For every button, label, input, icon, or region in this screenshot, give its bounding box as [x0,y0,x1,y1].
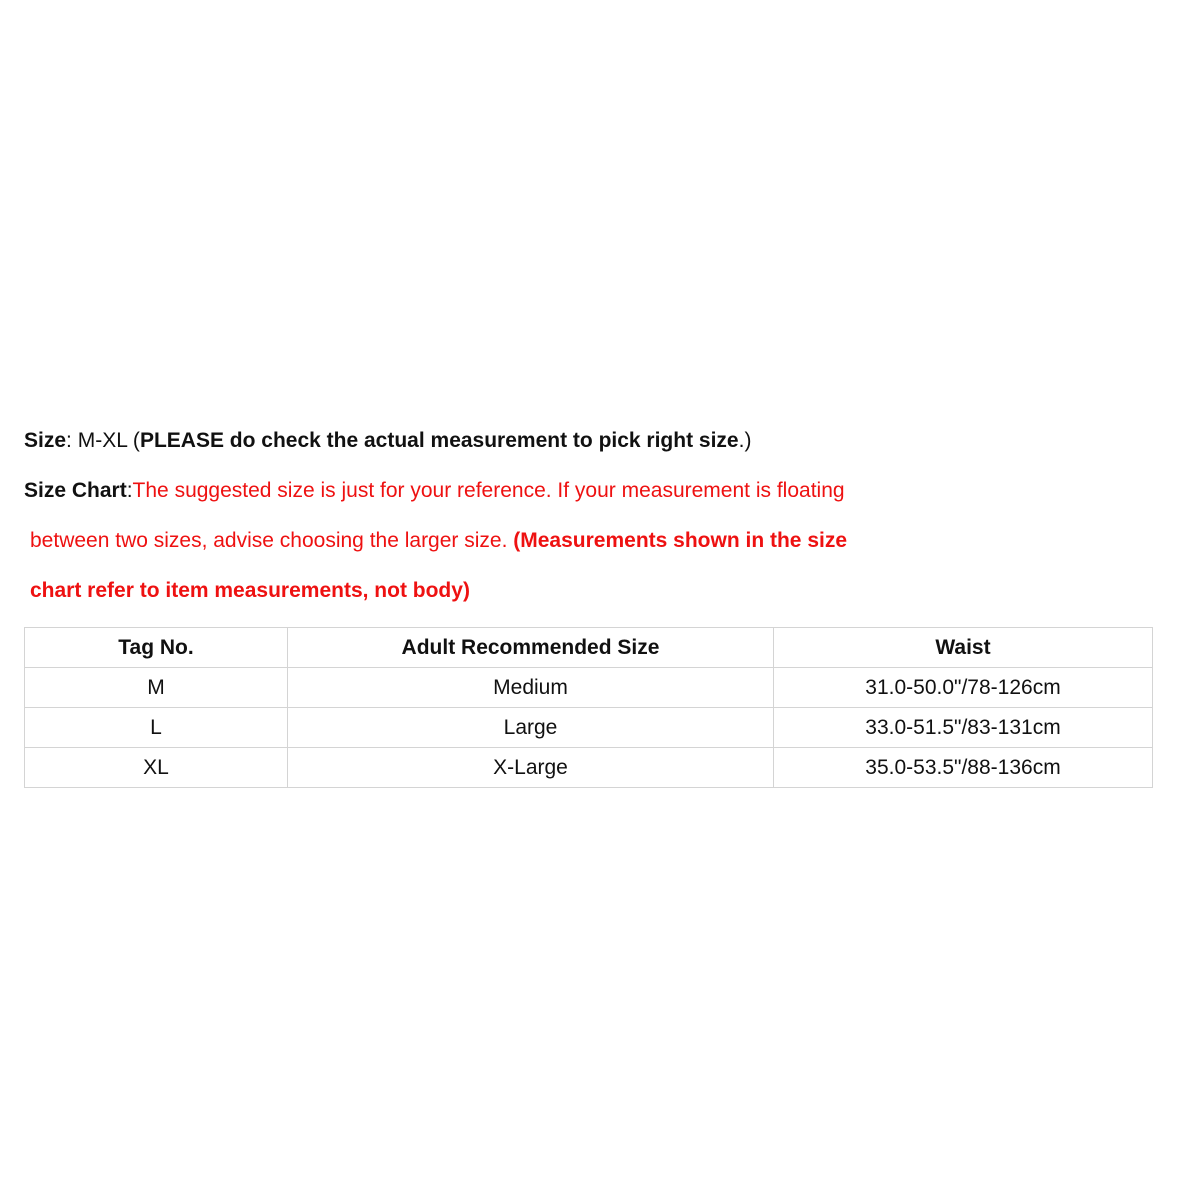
size-chart-label: Size Chart [24,479,127,502]
table-row [25,708,1153,748]
header-tag-no: Tag No. [25,628,288,668]
cell-size: X-Large [288,748,774,788]
table-header-row [25,628,1153,668]
size-label: Size [24,429,67,452]
cell-waist: 31.0-50.0"/78-126cm [774,668,1153,708]
size-chart-line-2 [24,526,1152,556]
size-value: M-XL ( [71,429,140,452]
size-chart-bold-2: chart refer to item measurements, not body) [30,579,470,602]
size-line [24,426,1152,456]
size-chart-line-3 [24,576,1152,606]
cell-size: Medium [288,668,774,708]
size-sep: : [66,429,72,452]
header-adult-recommended-size: Adult Recommended Size [288,628,774,668]
size-chart-bold-1: (Measurements shown in the size [513,529,848,552]
cell-tag: L [25,708,288,748]
size-chart-sep: : [126,479,133,502]
size-chart-text-2: between two sizes, advise choosing the larger size. [30,529,514,552]
header-waist: Waist [774,628,1153,668]
size-table [24,627,1153,788]
table-row [25,748,1153,788]
cell-waist: 35.0-53.5"/88-136cm [774,748,1153,788]
size-bold-note: PLEASE do check the actual measurement to pick right size [139,429,739,452]
cell-waist: 33.0-51.5"/83-131cm [774,708,1153,748]
size-chart-line-1 [24,476,1152,506]
size-close: .) [738,429,752,452]
size-info-section [24,426,1152,788]
table-row [25,668,1153,708]
cell-size: Large [288,708,774,748]
size-chart-text-1: The suggested size is just for your reference. If your measurement is floating [132,479,845,502]
cell-tag: M [25,668,288,708]
cell-tag: XL [25,748,288,788]
